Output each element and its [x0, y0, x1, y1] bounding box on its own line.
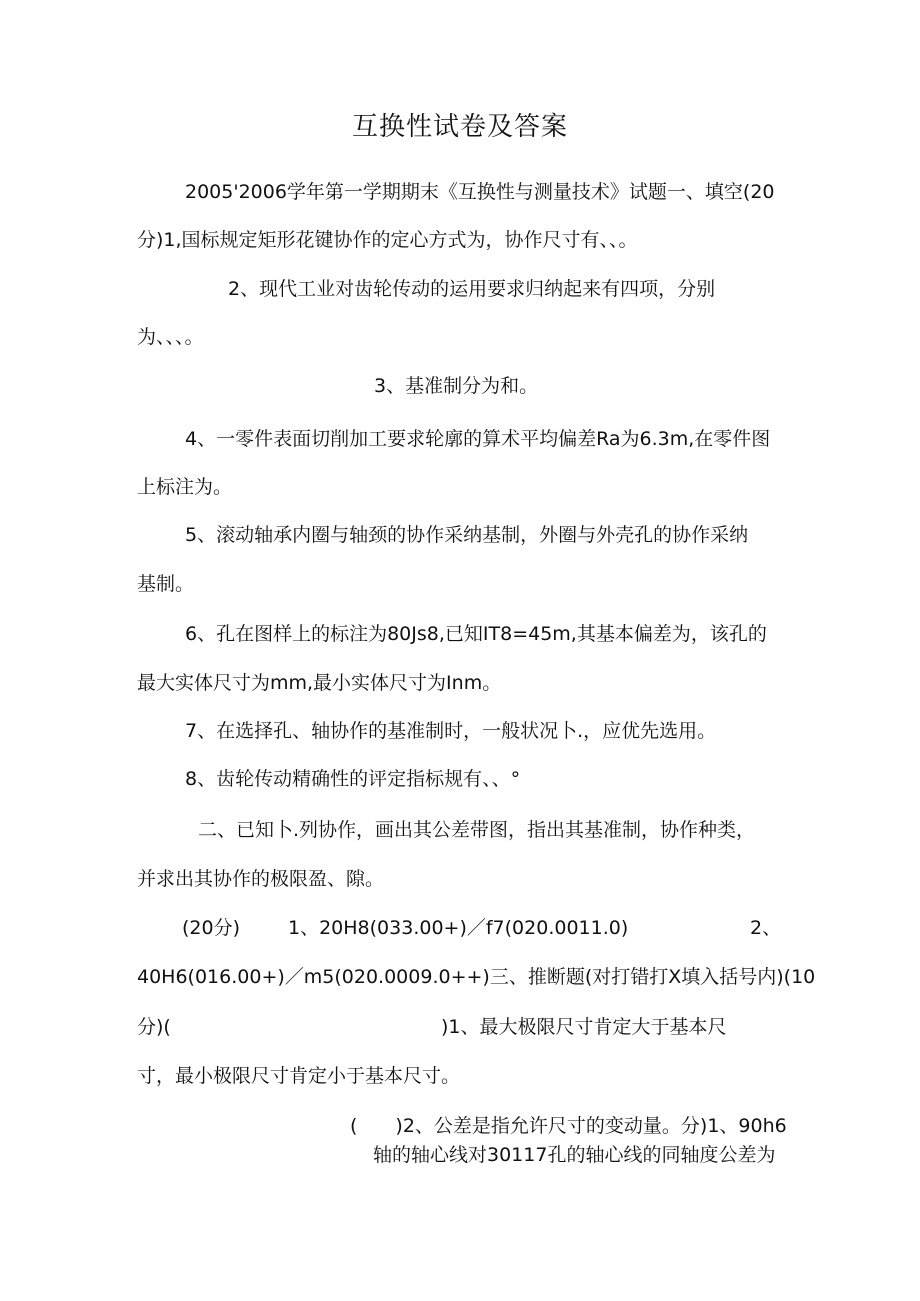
- text-segment: )1、最大极限尺寸肯定大于基本尺: [441, 1016, 727, 1038]
- text-line: 8、齿轮传动精确性的评定指标规有、、°: [185, 768, 521, 790]
- text-line: 上标注为。: [137, 476, 233, 498]
- text-line: 3、基准制分为和。: [374, 375, 539, 397]
- text-line: 2005'2006学年第一学期期末《互换性与测量技术》试题一、填空(20: [185, 181, 775, 203]
- text-segment: 2、: [750, 917, 782, 939]
- text-line: ( )2、公差是指允许尺寸的变动量。分)1、90h6: [350, 1115, 787, 1137]
- text-segment: 1、20H8(033.00+)／f7(020.0011.0): [288, 917, 629, 939]
- text-line: 寸，最小极限尺寸肯定小于基本尺寸。: [137, 1065, 461, 1087]
- text-line: 40H6(016.00+)／m5(020.0009.0++)三、推断题(对打错打X填入括号内)(10: [137, 966, 816, 988]
- text-line: 5、滚动轴承内圈与轴颈的协作采纳基制，外圈与外壳孔的协作采纳: [185, 524, 749, 546]
- text-line: 4、一零件表面切削加工要求轮廓的算术平均偏差Ra为6.3m,在零件图: [185, 428, 771, 450]
- text-segment: (20分): [182, 917, 241, 939]
- text-line: 6、孔在图样上的标注为80Js8,已知IT8=45m,其基本偏差为，该孔的: [185, 623, 767, 645]
- text-segment: 分)(: [137, 1016, 171, 1038]
- text-line: 基制。: [137, 573, 195, 595]
- text-line: 最大实体尺寸为mm,最小实体尺寸为Inm。: [137, 672, 502, 694]
- text-line: 轴的轴心线对30117孔的轴心线的同轴度公差为: [373, 1144, 776, 1166]
- text-line: 7、在选择孔、轴协作的基准制时，一般状况卜.，应优先选用。: [185, 720, 717, 742]
- text-line: 为、、、。: [137, 326, 204, 348]
- text-line: 分)1,国标规定矩形花键协作的定心方式为，协作尺寸有、、。: [137, 229, 638, 251]
- document-title: 互换性试卷及答案: [351, 112, 568, 142]
- text-line: 并求出其协作的极限盈、隙。: [137, 868, 385, 890]
- text-line: 二、已知卜.列协作，画出其公差带图，指出其基准制，协作种类，: [198, 819, 756, 841]
- text-line: 2、现代工业对齿轮传动的运用要求归纳起来有四项，分别: [228, 278, 716, 300]
